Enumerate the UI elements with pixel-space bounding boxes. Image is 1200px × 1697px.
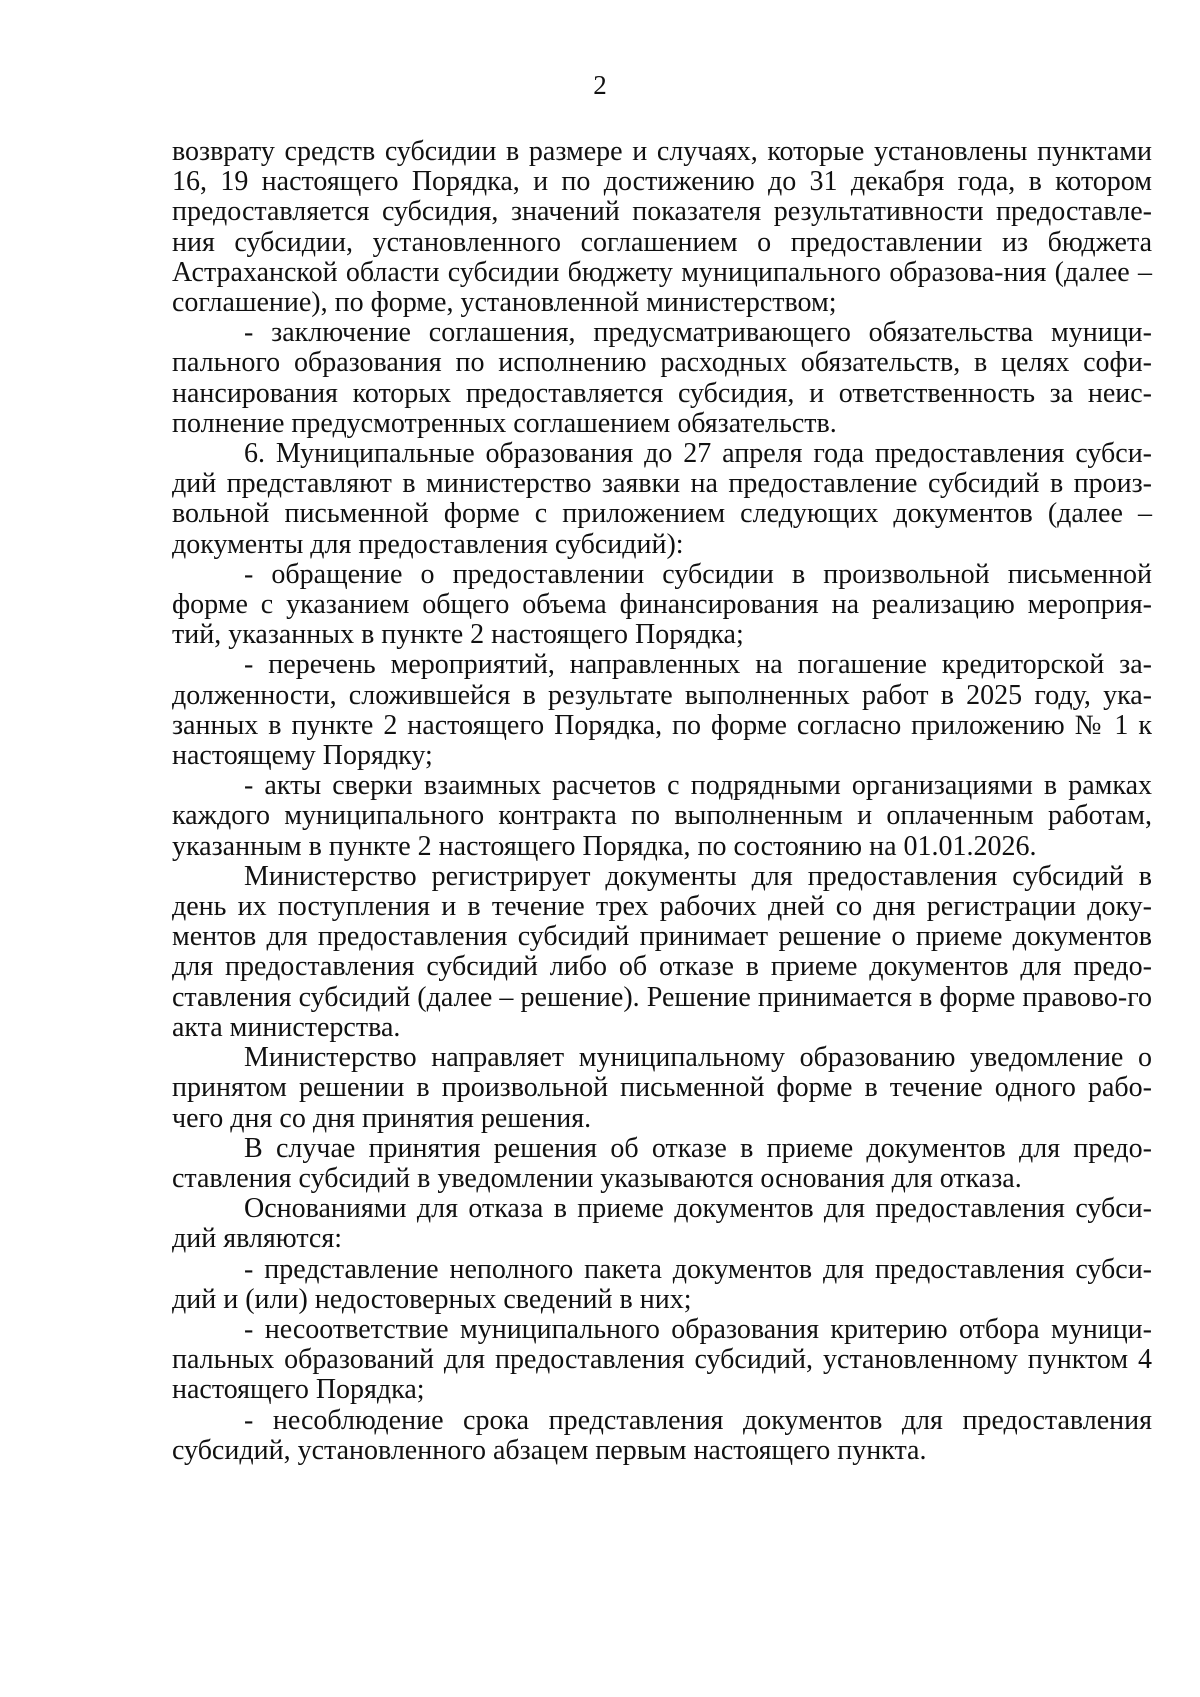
paragraph-measures-list: - перечень мероприятий, направленных на погашение кредиторской за-долженности, сложившейся в результате выполненных работ в 2025 году, ука-занных в пункте 2 настоящего Порядка, по форме согласно приложению № 1 к настоящему Порядку;: [172, 649, 1152, 772]
paragraph-incomplete-package: - представление неполного пакета документов для предоставления субси-дий и (или) недостоверных сведений в них;: [172, 1253, 1152, 1315]
paragraph-item-6-applications: 6. Муниципальные образования до 27 апреля года предоставления субси-дий представляют в министерство заявки на предоставление субсидий в произ-вольной письменной форме с приложением следующих документов (далее – документы для предоставления субсидий):: [172, 438, 1152, 560]
paragraph-refusal-grounds: Основаниями для отказа в приеме документов для предоставления субси-дий являются:: [172, 1193, 1152, 1255]
paragraph-refusal-case: В случае принятия решения об отказе в приеме документов для предо-ставления субсидий в уведомлении указываются основания для отказа.: [172, 1132, 1152, 1194]
paragraph-agreement-conclusion: - заключение соглашения, предусматривающего обязательства муници-пального образования по исполнению расходных обязательств, в целях софи-нансирования которых предоставляется субсидия, и ответственность за неис-полнение предусмотренных соглашением обязательств.: [172, 317, 1152, 439]
paragraph-subsidy-return: возврату средств субсидии в размере и случаях, которые установлены пунктами 16, 19 настоящего Порядка, и по достижению до 31 декабря года, в котором предоставляется субсидия, значений показателя результативности предоставле-ния субсидии, установленного соглашением о предоставлении из бюджета Астраханской области субсидии бюджету муниципального образова-ния (далее –соглашение), по форме, установленной министерством;: [172, 136, 1152, 319]
paragraph-deadline-violation: - несоблюдение срока представления документов для предоставления субсидий, установленного абзацем первым настоящего пункта.: [172, 1404, 1152, 1466]
paragraph-reconciliation-acts: - акты сверки взаимных расчетов с подрядными организациями в рамках каждого муниципального контракта по выполненным и оплаченным работам, указанным в пункте 2 настоящего Порядка, по состоянию на 01.01.2026.: [172, 770, 1152, 862]
paragraph-registration: Министерство регистрирует документы для предоставления субсидий в день их поступления и в течение трех рабочих дней со дня регистрации доку-ментов для предоставления субсидий принимает решение о приеме документов для предоставления субсидий либо об отказе в приеме документов для предо-ставления субсидий (далее – решение). Решение принимается в форме правово-го акта министерства.: [172, 860, 1152, 1043]
document-body: [172, 137, 1152, 1466]
paragraph-appeal: - обращение о предоставлении субсидии в произвольной письменной форме с указанием общего объема финансирования на реализацию мероприя-тий, указанных в пункте 2 настоящего Порядка;: [172, 558, 1152, 651]
paragraph-criterion-mismatch: - несоответствие муниципального образования критерию отбора муници-пальных образований для предоставления субсидий, установленному пунктом 4 настоящего Порядка;: [172, 1313, 1152, 1406]
page-number: 2: [593, 70, 607, 100]
paragraph-notification: Министерство направляет муниципальному образованию уведомление о принятом решении в произвольной письменной форме в течение одного рабо-чего дня со дня принятия решения.: [172, 1042, 1152, 1134]
